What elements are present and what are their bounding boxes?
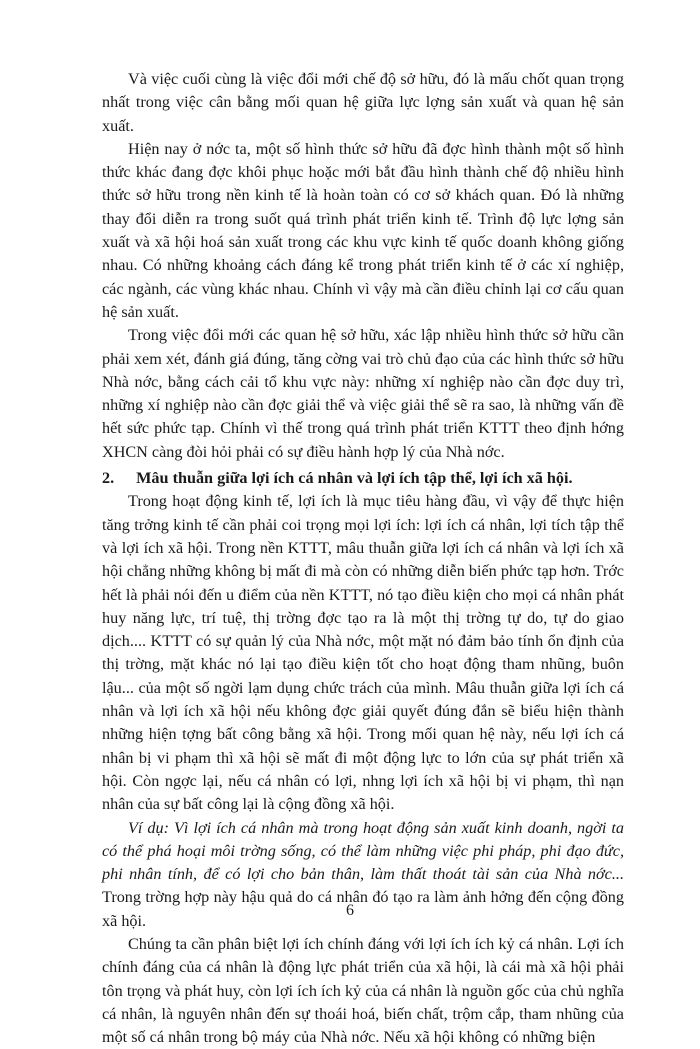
section-heading xyxy=(102,467,624,490)
section-title: Mâu thuẫn giữa lợi ích cá nhân và lợi ích tập thể, lợi ích xã hội. xyxy=(136,469,573,488)
paragraph-ownership-forms: Hiện nay ở nớc ta, một số hình thức sở hữu đã đợc hình thành một số hình thức khác đang đợc khôi phục hoặc mới bắt đầu hình thành chế độ nhiều hình thức sở hữu trong nền kinh tế là hoàn toàn có cơ sở khách quan. Đó là những thay đổi diễn ra trong suốt quá trình phát triển kinh tế. Trình độ lực lợng sản xuất và xã hội hoá sản xuất trong các khu vực kinh tế quốc doanh không giống nhau. Có những khoảng cách đáng kể trong phát triển kinh tế ở các xí nghiệp, các ngành, các vùng khác nhau. Chính vì vậy mà cần điều chỉnh lại cơ cấu quan hệ sản xuất. xyxy=(102,139,624,321)
paragraph-state-ownership: Trong việc đổi mới các quan hệ sở hữu, xác lập nhiều hình thức sở hữu cần phải xem xét, đánh giá đúng, tăng cờng vai trò chủ đạo của các hình thức sở hữu Nhà nớc, bằng cách cải tổ khu vực này: những xí nghiệp nào cần đợc duy trì, những xí nghiệp nào cần đợc giải thể và việc giải thể sẽ ra sao, là những vấn đề hết sức phức tạp. Chính vì thế trong quá trình phát triển KTTT theo định hớng XHCN càng đòi hỏi phải có sự điều hành hợp lý của Nhà nớc. xyxy=(102,326,624,461)
paragraph-legitimate-interest: Chúng ta cần phân biệt lợi ích chính đáng với lợi ích ích kỷ cá nhân. Lợi ích chính đáng của cá nhân là động lực phát triển của xã hội, là cái mà xã hội phải tôn trọng và phát huy, còn lợi ích ích kỷ của cá nhân là nguồn gốc của chủ nghĩa cá nhân, là nguyên nhân đến sự thoái hoá, biến chất, trộm cắp, tham nhũng của một số cá nhân trong bộ máy của Nhà nớc. Nếu xã hội không có những biện xyxy=(102,934,624,1047)
example-italic-text: Ví dụ: Vì lợi ích cá nhân mà trong hoạt động sản xuất kinh doanh, ngời ta có thể phá hoại môi trờng sống, có thể làm những việc phi pháp, phi đạo đức, phi nhân tính, để có lợi cho bản thân, làm thất thoát tài sản của Nhà nớc... xyxy=(102,818,624,884)
paragraph-interest-conflict: Trong hoạt động kinh tế, lợi ích là mục tiêu hàng đầu, vì vậy để thực hiện tăng trởng kinh tế cần phải coi trọng mọi lợi ích: lợi ích cá nhân, lợi tích tập thể và lợi ích xã hội. Trong nền KTTT, mâu thuẫn giữa lợi ích cá nhân và lợi ích xã hội chẳng những không bị mất đi mà còn có những diễn biến phức tạp hơn. Trớc hết là phải nói đến u điểm của nền KTTT, nó tạo điều kiện cho mọi cá nhân phát huy năng lực, trí tuệ, thị trờng đợc tạo ra là một thị trờng tự do, tự do giao dịch.... KTTT có sự quản lý của Nhà nớc, một mặt nó đảm bảo tính ổn định của thị trờng, mặt khác nó lại tạo điều kiện tốt cho hoạt động tham nhũng, buôn lậu... của một số ngời lạm dụng chức trách của mình. Mâu thuẫn giữa lợi ích cá nhân và lợi ích xã hội nếu không đợc giải quyết đúng đắn sẽ biểu hiện thành những hiện tợng bất công bằng xã hội. Trong mối quan hệ này, nếu lợi ích cá nhân bị vi phạm thì xã hội sẽ mất đi một động lực to lớn của sự phát triển xã hội. Còn ngợc lại, nếu cá nhân có lợi, nhng lợi ích xã hội bị vi phạm, thì nạn nhân của sự bất công lại là cộng đồng xã hội. xyxy=(102,492,624,814)
section-number: 2. xyxy=(102,469,115,488)
paragraph-ownership-reform: Và việc cuối cùng là việc đổi mới chế độ sở hữu, đó là mấu chốt quan trọng nhất trong việc cân bằng mối quan hệ giữa lực lợng sản xuất và quan hệ sản xuất. xyxy=(102,70,624,135)
example-plain-text: Trong trờng hợp này hậu quả do cá nhân đó tạo ra làm ảnh hởng đến cộng đồng xã hội. xyxy=(102,888,624,930)
page-number: 6 xyxy=(346,902,354,919)
